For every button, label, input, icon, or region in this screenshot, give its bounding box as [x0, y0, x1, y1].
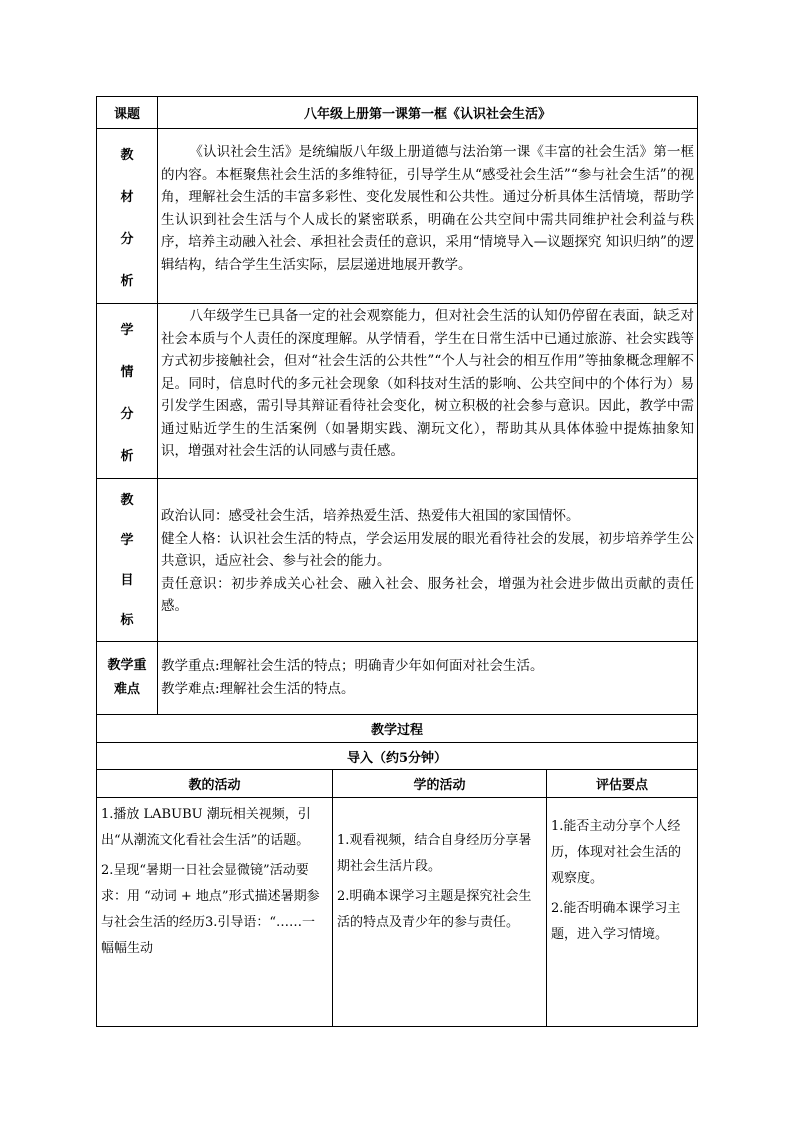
assessment-item: 1.能否主动分享个人经历，体现对社会生活的观察度。	[551, 819, 682, 886]
teacher-activity-item: 2.呈现“暑期一日社会显微镜”活动要求：用 “动词 + 地点”形式描述暑期参与社会生活的经历3.引导语：“……一幅幅生动	[101, 863, 320, 956]
student-activity-cell	[333, 798, 547, 1027]
label-char: 教	[120, 493, 134, 508]
label-char: 析	[120, 449, 134, 464]
label-char: 分	[120, 232, 134, 247]
label-char: 分	[120, 407, 134, 422]
label-char: 学	[120, 533, 134, 548]
material-analysis-label	[97, 129, 158, 304]
title-label: 课题	[97, 97, 158, 129]
key-points-label	[97, 642, 158, 715]
activity-columns-row	[97, 770, 698, 798]
student-analysis-row	[97, 304, 698, 479]
teaching-goals-label	[97, 479, 158, 642]
goal-political: 政治认同：感受社会生活，培养热爱生活、热爱伟大祖国的家国情怀。	[161, 508, 580, 524]
teaching-goals-row	[97, 479, 698, 642]
teacher-activity-cell	[97, 798, 333, 1027]
assessment-cell	[547, 798, 698, 1027]
label-char: 析	[120, 274, 134, 289]
material-analysis-row	[97, 129, 698, 304]
process-heading-row	[97, 715, 698, 743]
key-points-label-line2: 难点	[113, 682, 140, 697]
assessment-item: 2.能否明确本课学习主题，进入学习情境。	[551, 901, 681, 942]
intro-activities-row	[97, 798, 698, 1027]
label-char: 标	[120, 613, 134, 628]
teacher-activity-item: 1.播放 LABUBU 潮玩相关视频，引出“从潮流文化看社会生活”的话题。	[101, 807, 311, 848]
student-analysis-label	[97, 304, 158, 479]
key-points-row	[97, 642, 698, 715]
title-row	[97, 97, 698, 129]
label-char: 教	[120, 148, 134, 163]
teaching-key-point: 教学重点:理解社会生活的特点；明确青少年如何面对社会生活。	[161, 658, 544, 674]
intro-heading-row	[97, 743, 698, 770]
lesson-title: 八年级上册第一课第一框《认识社会生活》	[158, 97, 698, 129]
teaching-difficulty: 教学难点:理解社会生活的特点。	[161, 680, 355, 697]
label-char: 学	[120, 323, 134, 338]
lesson-plan-table	[96, 96, 698, 1027]
intro-heading: 导入（约5分钟）	[97, 743, 698, 770]
student-activity-item: 2.明确本课学习主题是探究社会生活的特点及青少年的参与责任。	[337, 889, 532, 930]
label-char: 情	[120, 365, 134, 380]
key-points-label-line1: 教学重	[107, 658, 147, 673]
column-teacher-activity: 教的活动	[97, 770, 333, 798]
key-points-text	[158, 642, 698, 715]
student-activity-item: 1.观看视频，结合自身经历分享暑期社会生活片段。	[337, 833, 532, 874]
process-heading: 教学过程	[97, 715, 698, 743]
column-assessment: 评估要点	[547, 770, 698, 798]
student-analysis-text: 八年级学生已具备一定的社会观察能力，但对社会生活的认知仍停留在表面，缺乏对社会本质与个人责任的深度理解。从学情看，学生在日常生活中已通过旅游、社会实践等方式初步接触社会，但对“社会生活的公共性”“个人与社会的相互作用”等抽象概念理解不足。同时，信息时代的多元社会现象（如科技对生活的影响、公共空间中的个体行为）易引发学生困惑，需引导其辩证看待社会变化，树立积极的社会参与意识。因此，教学中需通过贴近学生的生活案例（如暑期实践、潮玩文化），帮助其从具体体验中提炼抽象知识，增强对社会生活的认同感与责任感。	[158, 304, 698, 479]
goal-responsibility: 责任意识：初步养成关心社会、融入社会、服务社会，增强为社会进步做出贡献的责任感。	[161, 575, 694, 614]
label-char: 目	[120, 573, 134, 588]
teaching-goals-text	[158, 479, 698, 642]
column-student-activity: 学的活动	[333, 770, 547, 798]
label-char: 材	[120, 190, 134, 205]
lesson-plan-document	[96, 96, 697, 1027]
goal-personality: 健全人格：认识社会生活的特点，学会运用发展的眼光看待社会的发展，初步培养学生公共意识，适应社会、参与社会的能力。	[161, 530, 694, 569]
material-analysis-text: 《认识社会生活》是统编版八年级上册道德与法治第一课《丰富的社会生活》第一框的内容。本框聚焦社会生活的多维特征，引导学生从“感受社会生活”“参与社会生活”的视角，理解社会生活的丰富多彩性、变化发展性和公共性。通过分析具体生活情境，帮助学生认识到社会生活与个人成长的紧密联系，明确在公共空间中需共同维护社会利益与秩序，培养主动融入社会、承担社会责任的意识，采用“情境导入—议题探究 知识归纳”的逻辑结构，结合学生生活实际，层层递进地展开教学。	[158, 129, 698, 304]
